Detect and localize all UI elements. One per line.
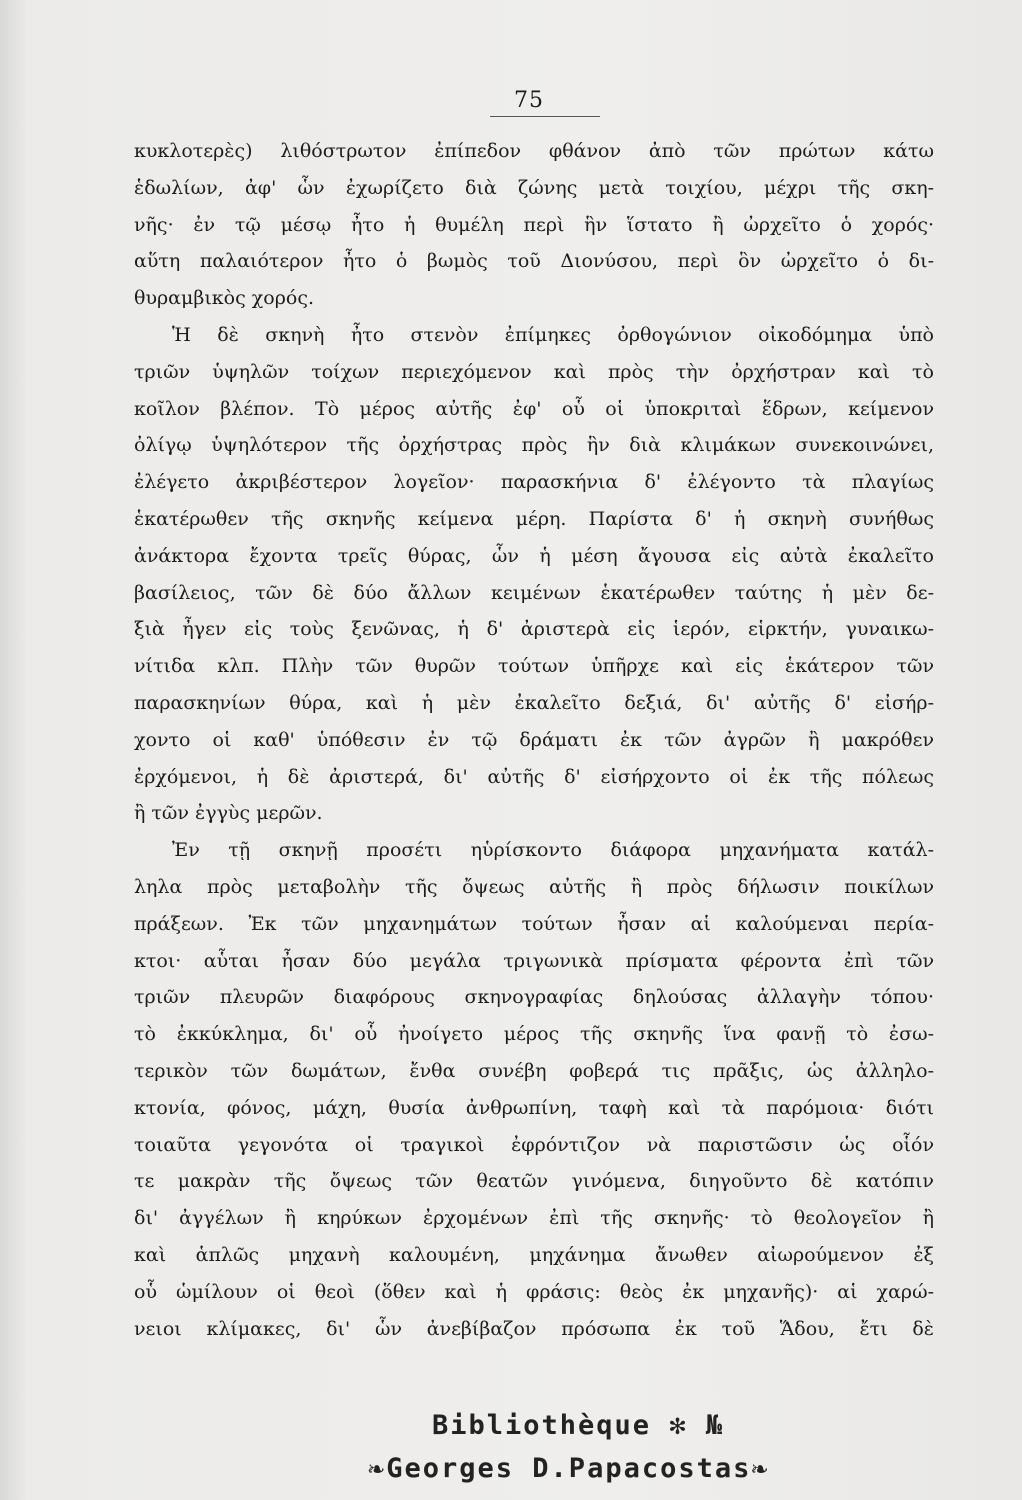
text-line: τριῶν ὑψηλῶν τοίχων περιεχόμενον καὶ πρὸς τὴν ὀρχήστραν καὶ τὸ — [134, 360, 934, 383]
page-number-rule — [490, 116, 600, 117]
text-line: παρασκηνίων θύρα, καὶ ἡ μὲν ἐκαλεῖτο δεξιά, δι' αὐτῆς δ' εἰσήρ- — [134, 691, 934, 714]
page-number: 75 — [514, 88, 544, 113]
text-line: ξιὰ ἦγεν εἰς τοὺς ξενῶνας, ἡ δ' ἀριστερὰ εἰς ἱερόν, εἱρκτήν, γυναικω- — [134, 618, 934, 641]
text-line: νῆς· ἐν τῷ μέσῳ ἦτο ἡ θυμέλη περὶ ἣν ἵστατο ἢ ὠρχεῖτο ὁ χορός· — [134, 213, 934, 236]
text-line: καὶ ἁπλῶς μηχανὴ καλουμένη, μηχάνημα ἄνωθεν αἰωρούμενον ἐξ — [134, 1243, 934, 1266]
text-line: ἐρχόμενοι, ἡ δὲ ἀριστερά, δι' αὐτῆς δ' εἰσήρχοντο οἱ ἐκ τῆς πόλεως — [134, 765, 934, 788]
text-line: Ἐν τῇ σκηνῇ προσέτι ηὑρίσκοντο διάφορα μηχανήματα κατάλ- — [172, 839, 934, 862]
text-line: κτοι· αὗται ἦσαν δύο μεγάλα τριγωνικὰ πρίσματα φέροντα ἐπὶ τῶν — [134, 949, 934, 972]
text-line: Ἡ δὲ σκηνὴ ἦτο στενὸν ἐπίμηκες ὀρθογώνιον οἰκοδόμημα ὑπὸ — [172, 323, 934, 346]
text-line: δι' ἀγγέλων ἢ κηρύκων ἐρχομένων ἐπὶ τῆς σκηνῆς· τὸ θεολογεῖον ἢ — [134, 1207, 934, 1230]
text-line: αὕτη παλαιότερον ἦτο ὁ βωμὸς τοῦ Διονύσου, περὶ ὃν ὠρχεῖτο ὁ δι- — [134, 250, 934, 273]
text-line: κτονία, φόνος, μάχη, θυσία ἀνθρωπίνη, ταφὴ καὶ τὰ παρόμοια· διότι — [134, 1096, 934, 1119]
text-line: νειοι κλίμακες, δι' ὧν ἀνεβίβαζον πρόσωπα ἐκ τοῦ Ἅδου, ἔτι δὲ — [134, 1317, 934, 1340]
text-line: χοντο οἱ καθ' ὑπόθεσιν ἐν τῷ δράματι ἐκ τῶν ἀγρῶν ἢ μακρόθεν — [134, 728, 934, 751]
text-line: ἑδωλίων, ἀφ' ὧν ἐχωρίζετο διὰ ζώνης μετὰ τοιχίου, μέχρι τῆς σκη- — [134, 176, 934, 199]
text-line: τὸ ἐκκύκλημα, δι' οὗ ἠνοίγετο μέρος τῆς σκηνῆς ἵνα φανῇ τὸ ἐσω- — [134, 1023, 934, 1046]
text-line: οὗ ὡμίλουν οἱ θεοὶ (ὅθεν καὶ ἡ φράσις: θεὸς ἐκ μηχανῆς)· αἱ χαρώ- — [134, 1280, 934, 1303]
text-line: τε μακρὰν τῆς ὄψεως τῶν θεατῶν γινόμενα, διηγοῦντο δὲ κατόπιν — [134, 1170, 934, 1193]
text-line: ἀνάκτορα ἔχοντα τρεῖς θύρας, ὧν ἡ μέση ἄγουσα εἰς αὐτὰ ἐκαλεῖτο — [134, 544, 934, 567]
text-line: κυκλοτερὲς) λιθόστρωτον ἐπίπεδον φθάνον ἀπὸ τῶν πρώτων κάτω — [134, 140, 934, 162]
text-line: ἢ τῶν ἐγγὺς μερῶν. — [134, 802, 323, 825]
library-stamp-line-2: ❧Georges D.Papacostas❧ — [368, 1453, 770, 1484]
text-line: τοιαῦτα γεγονότα οἱ τραγικοὶ ἐφρόντιζον νὰ παριστῶσιν ὡς οἷόν — [134, 1133, 934, 1156]
text-line: ἐλέγετο ἀκριβέστερον λογεῖον· παρασκήνια δ' ἐλέγοντο τὰ πλαγίως — [134, 471, 934, 494]
text-line: θυραμβικὸς χορός. — [134, 287, 315, 310]
text-line: τερικὸν τῶν δωμάτων, ἔνθα συνέβη φοβερά τις πρᾶξις, ὡς ἀλληλο- — [134, 1059, 934, 1082]
text-line: τριῶν πλευρῶν διαφόρους σκηνογραφίας δηλούσας ἀλλαγὴν τόπου· — [134, 986, 934, 1009]
text-line: ὀλίγῳ ὑψηλότερον τῆς ὀρχήστρας πρὸς ἣν διὰ κλιμάκων συνεκοινώνει, — [134, 434, 934, 457]
text-line: βασίλειος, τῶν δὲ δύο ἄλλων κειμένων ἑκατέρωθεν ταύτης ἡ μὲν δε- — [134, 581, 934, 604]
body-text — [134, 133, 934, 1347]
text-line: πράξεων. Ἐκ τῶν μηχανημάτων τούτων ἦσαν αἱ καλούμεναι περία- — [134, 912, 934, 935]
library-stamp-line-1: Bibliothèque ✻ № — [432, 1410, 725, 1441]
text-line: ληλα πρὸς μεταβολὴν τῆς ὄψεως αὐτῆς ἢ πρὸς δήλωσιν ποικίλων — [134, 875, 934, 898]
text-line: νίτιδα κλπ. Πλὴν τῶν θυρῶν τούτων ὑπῆρχε καὶ εἰς ἑκάτερον τῶν — [134, 655, 934, 678]
text-line: κοῖλον βλέπον. Τὸ μέρος αὐτῆς ἐφ' οὗ οἱ ὑποκριταὶ ἕδρων, κείμενον — [134, 397, 934, 420]
text-line: ἑκατέρωθεν τῆς σκηνῆς κείμενα μέρη. Παρίστα δ' ἡ σκηνὴ συνήθως — [134, 507, 934, 530]
